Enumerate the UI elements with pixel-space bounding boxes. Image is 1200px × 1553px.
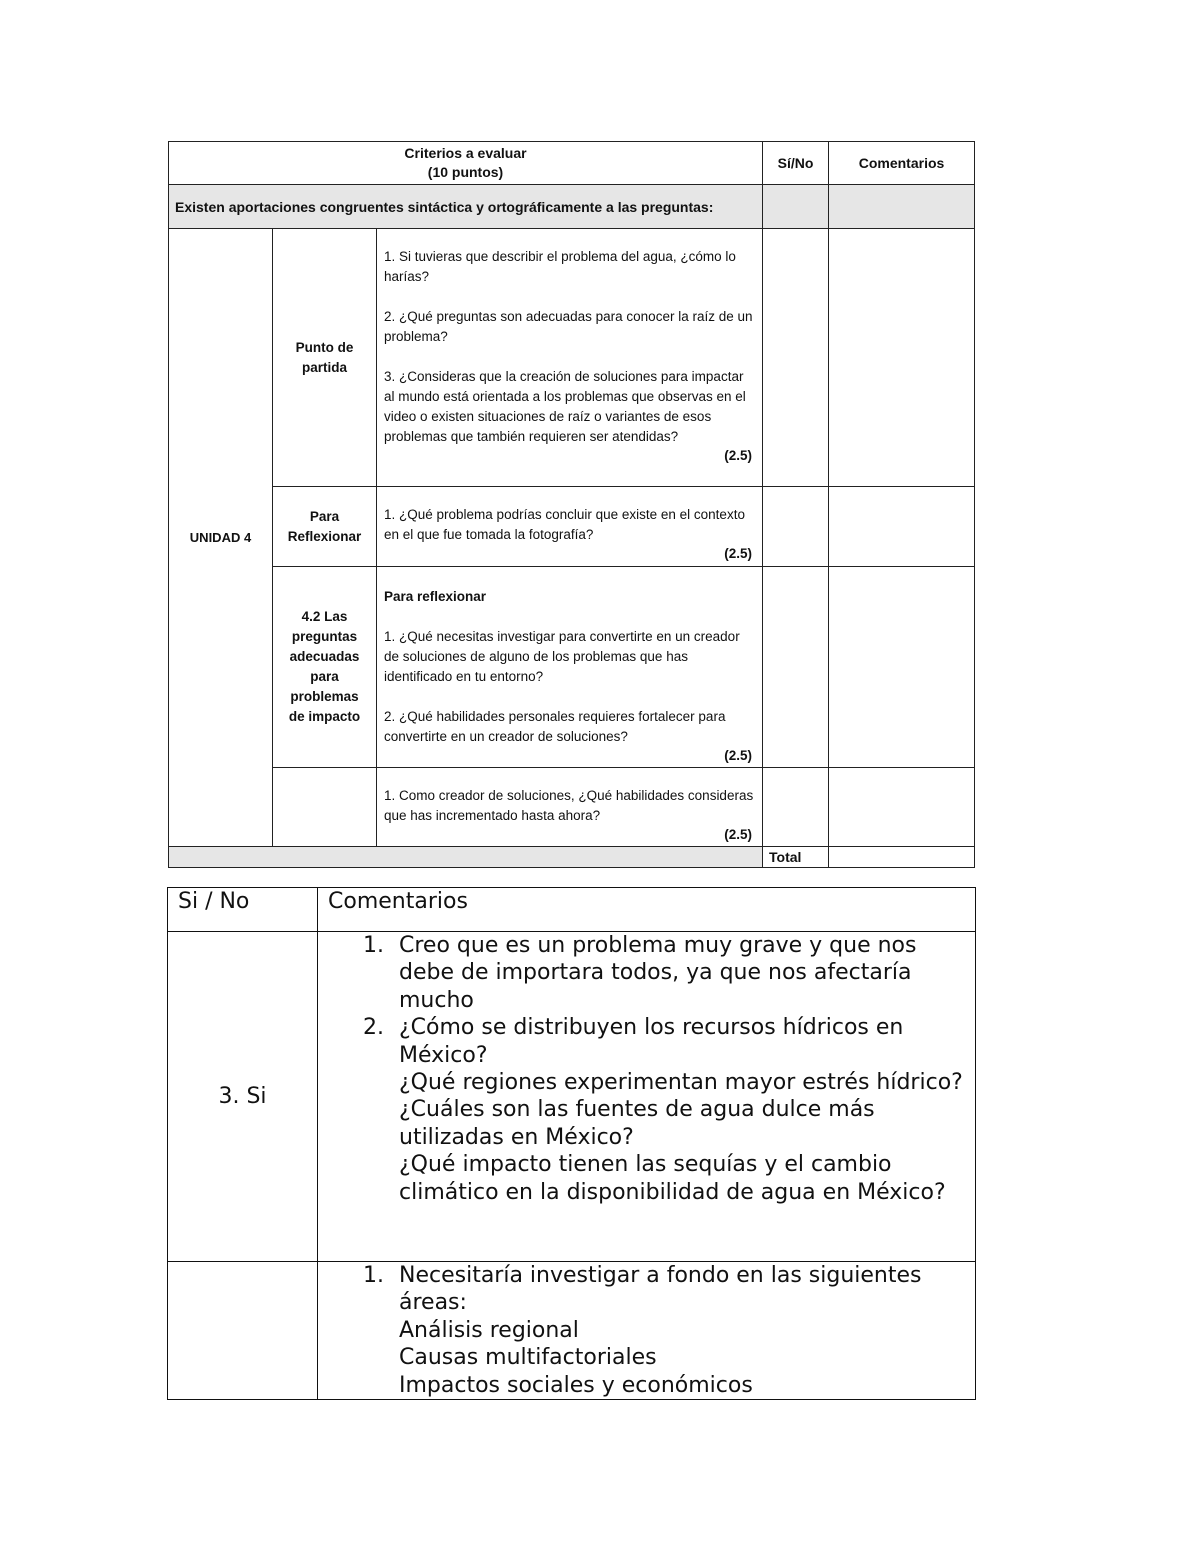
criterios-header: [169, 142, 763, 185]
question: 2. ¿Qué preguntas son adecuadas para conocer la raíz de un problema?: [384, 309, 753, 344]
list-continuation: ¿Cuáles son las fuentes de agua dulce más utilizadas en México?: [399, 1097, 875, 1150]
question: 1. ¿Qué problema podrías concluir que existe en el contexto en el que fue tomada la fotografía?: [384, 507, 745, 542]
comments-cell: [829, 229, 975, 487]
answer-comments-1: [318, 932, 976, 1262]
rubric-row-preguntas-adecuadas: [169, 567, 975, 768]
list-item: 1. Creo que es un problema muy grave y que nos debe de importara todos, ya que nos afectaría mucho: [363, 933, 917, 1013]
question: 3. ¿Consideras que la creación de soluciones para impactar al mundo está orientada a los problemas que observas en el video o existen situaciones de raíz o variantes de esos problemas que también requieren ser atendidas?: [384, 369, 746, 444]
list-continuation: ¿Qué regiones experimentan mayor estrés hídrico?: [399, 1070, 963, 1096]
answer-row-1: [168, 932, 976, 1262]
list-continuation: Análisis regional: [399, 1317, 579, 1343]
section-label-para-reflexionar: Para Reflexionar: [273, 487, 377, 567]
answer-sino-value: 3. Si: [168, 932, 318, 1262]
question: 2. ¿Qué habilidades personales requieres fortalecer para convertirte en un creador de soluciones?: [384, 709, 726, 744]
total-spacer: [169, 847, 763, 868]
score: (2.5): [724, 546, 753, 561]
list-continuation: Causas multifactoriales: [399, 1345, 657, 1371]
answer-list: [318, 1262, 975, 1317]
comments-cell: [829, 487, 975, 567]
criterios-title: Criterios a evaluar: [404, 145, 527, 161]
existen-text: Existen aportaciones congruentes sintáctica y ortográficamente a las preguntas:: [169, 185, 763, 229]
total-value-cell: [829, 847, 975, 868]
sino-cell: [763, 768, 829, 847]
existen-sino-cell: [763, 185, 829, 229]
rubric-header-row: [169, 142, 975, 185]
sino-cell: [763, 567, 829, 768]
list-item: 2. ¿Cómo se distribuyen los recursos hídricos en México?: [363, 1015, 904, 1068]
section-label-punto-de-partida: Punto de partida: [273, 229, 377, 487]
rubric-table: [168, 141, 975, 868]
sino-cell: [763, 487, 829, 567]
answer-list: [318, 932, 975, 1069]
questions-para-reflexionar: [377, 487, 763, 567]
answers-header-row: [168, 888, 976, 932]
answer-sino-empty: [168, 1262, 318, 1400]
questions-punto-de-partida: [377, 229, 763, 487]
score: (2.5): [724, 748, 753, 763]
question: 1. ¿Qué necesitas investigar para convertirte en un creador de soluciones de alguno de los problemas que has identificado en tu entorno?: [384, 629, 740, 684]
answer-row-2: [168, 1262, 976, 1400]
rubric-row-creador: [169, 768, 975, 847]
existen-row: [169, 185, 975, 229]
score: (2.5): [724, 827, 753, 842]
questions-creador: [377, 768, 763, 847]
list-item: 1. Necesitaría investigar a fondo en las siguientes áreas:: [363, 1263, 922, 1316]
answers-comments-header: Comentarios: [318, 888, 976, 932]
answer-comments-2: [318, 1262, 976, 1400]
answers-sino-header: Si / No: [168, 888, 318, 932]
rubric-row-para-reflexionar: [169, 487, 975, 567]
question: 1. Como creador de soluciones, ¿Qué habilidades consideras que has incrementado hasta ahora?: [384, 788, 754, 823]
unidad-label: UNIDAD 4: [169, 229, 273, 847]
list-continuation: Impactos sociales y económicos: [399, 1372, 753, 1398]
total-label: Total: [763, 847, 829, 868]
questions-preguntas-adecuadas: [377, 567, 763, 768]
list-continuation: ¿Qué impacto tienen las sequías y el cambio climático en la disponibilidad de agua en México?: [399, 1152, 946, 1205]
question: 1. Si tuvieras que describir el problema del agua, ¿cómo lo harías?: [384, 249, 736, 284]
subheading: Para reflexionar: [384, 589, 487, 604]
answers-table: [167, 887, 976, 1400]
comments-cell: [829, 768, 975, 847]
section-label-preguntas-adecuadas: 4.2 Las preguntas adecuadas para problemas de impacto: [273, 567, 377, 768]
comments-cell: [829, 567, 975, 768]
existen-comments-cell: [829, 185, 975, 229]
criterios-points: (10 puntos): [427, 164, 504, 180]
sino-cell: [763, 229, 829, 487]
rubric-row-punto-de-partida: [169, 229, 975, 487]
total-row: [169, 847, 975, 868]
comentarios-header: Comentarios: [829, 142, 975, 185]
section-label-empty: [273, 768, 377, 847]
sino-header: Sí/No: [763, 142, 829, 185]
score: (2.5): [724, 448, 753, 463]
